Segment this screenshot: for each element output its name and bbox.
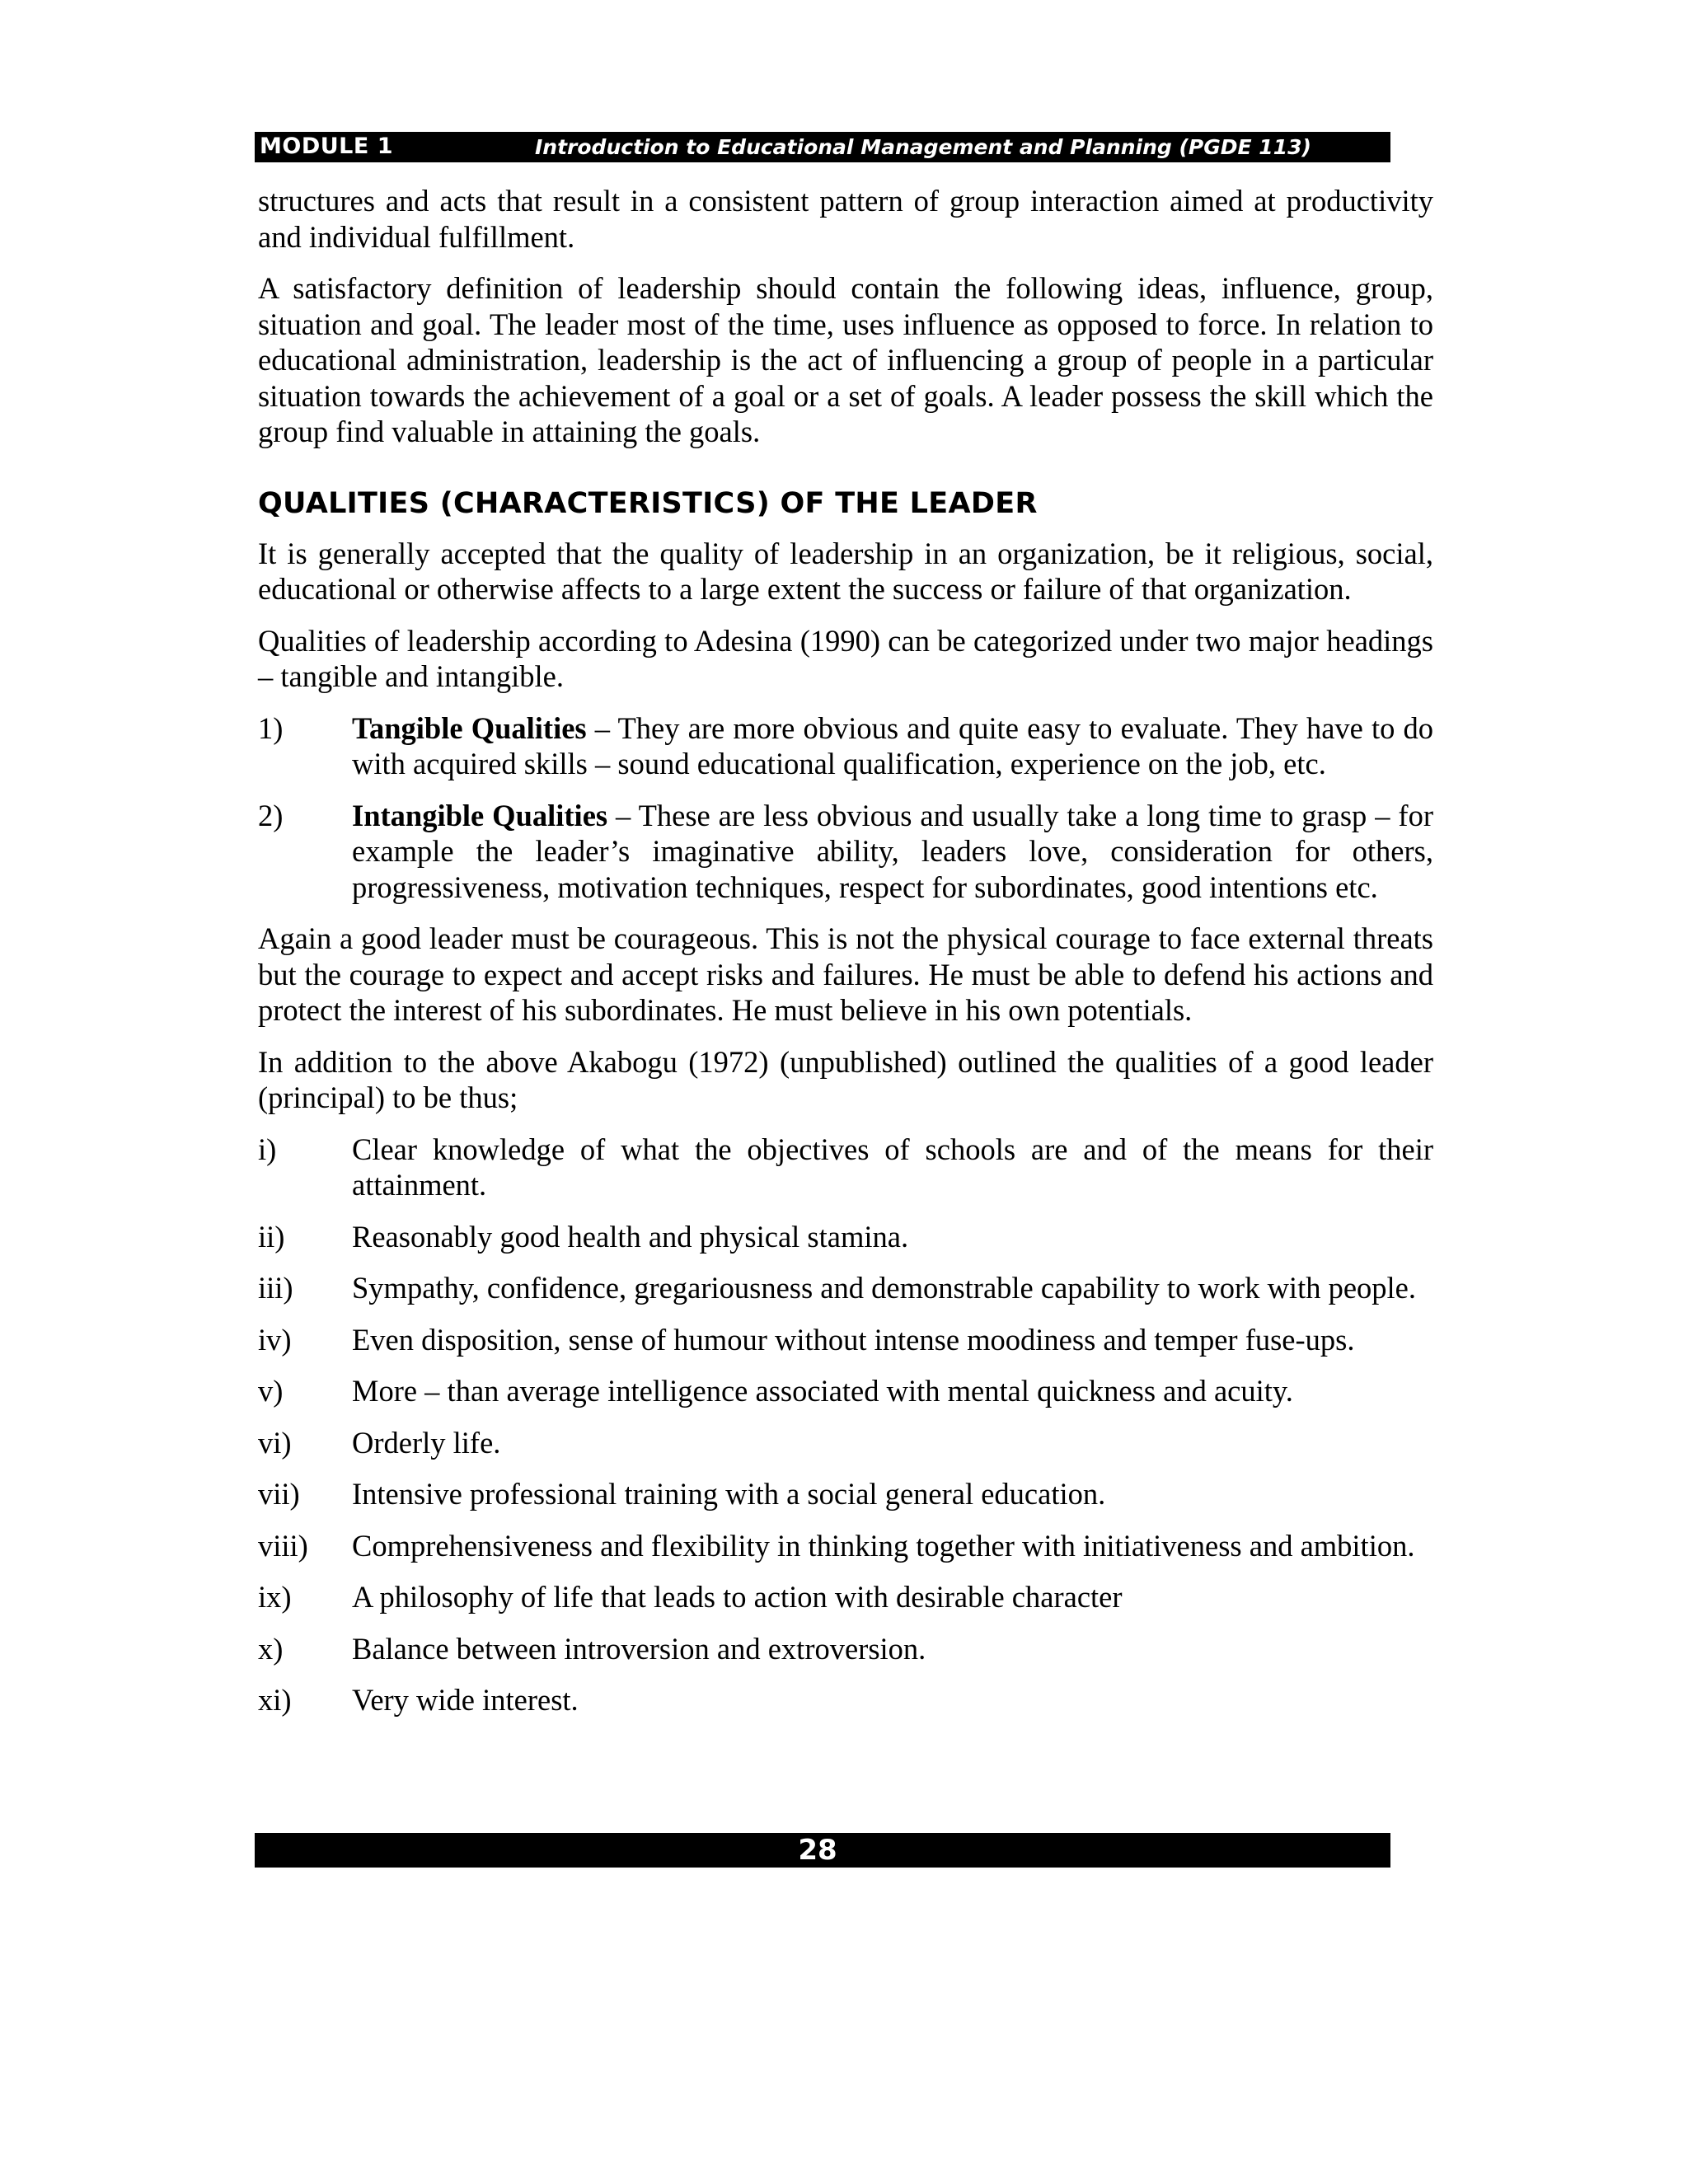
list-item bbox=[258, 1528, 1433, 1564]
list-item bbox=[258, 1132, 1433, 1203]
list-item bbox=[258, 798, 1433, 906]
list-item-text bbox=[352, 710, 1433, 782]
list-number: v) bbox=[258, 1374, 284, 1408]
page-header-bar bbox=[255, 132, 1390, 162]
list-item bbox=[258, 1373, 1433, 1409]
list-number: 1) bbox=[258, 710, 284, 745]
list-item-description: – They are more obvious and quite easy to evaluate. They have to do with acquired skills – sound educational qualification, experience on the job, etc. bbox=[352, 710, 1434, 780]
list-number: x) bbox=[258, 1631, 284, 1666]
list-number: iii) bbox=[258, 1271, 293, 1305]
list-item-text: Orderly life. bbox=[352, 1425, 501, 1460]
list-number: vi) bbox=[258, 1425, 292, 1460]
list-item bbox=[258, 1476, 1433, 1512]
list-number: viii) bbox=[258, 1528, 308, 1563]
list-item-text: Clear knowledge of what the objectives of schools are and of the means for their attainment. bbox=[352, 1132, 1433, 1202]
list-item-text: Even disposition, sense of humour without intense moodiness and temper fuse-ups. bbox=[352, 1322, 1355, 1357]
list-item bbox=[258, 1425, 1433, 1461]
section-heading: QUALITIES (CHARACTERISTICS) OF THE LEADER bbox=[258, 486, 1038, 520]
list-item bbox=[258, 710, 1433, 782]
list-item bbox=[258, 1579, 1433, 1615]
list-item bbox=[258, 1682, 1433, 1718]
list-item bbox=[258, 1219, 1433, 1255]
list-item-text: Very wide interest. bbox=[352, 1683, 579, 1717]
page-footer-bar bbox=[255, 1833, 1390, 1868]
module-label: MODULE 1 bbox=[260, 134, 393, 159]
course-title: Introduction to Educational Management and Planning (PGDE 113) bbox=[535, 135, 1311, 159]
list-item-text bbox=[352, 798, 1433, 906]
list-number: i) bbox=[258, 1132, 277, 1166]
qualities-list bbox=[258, 1132, 1433, 1718]
paragraph: It is generally accepted that the quality of leadership in an organization, be it religious, social, educational or otherwise affects to a large extent the success or failure of that organization. bbox=[258, 536, 1433, 606]
list-number: iv) bbox=[258, 1322, 292, 1357]
paragraph: Qualities of leadership according to Adesina (1990) can be categorized under two major headings – tangible and intangible. bbox=[258, 623, 1433, 693]
list-item-text: Comprehensiveness and flexibility in thinking together with initiativeness and ambition. bbox=[352, 1528, 1415, 1563]
list-item-text: Reasonably good health and physical stamina. bbox=[352, 1219, 909, 1254]
list-item-text: More – than average intelligence associated with mental quickness and acuity. bbox=[352, 1374, 1293, 1408]
paragraph: Again a good leader must be courageous. This is not the physical courage to face external threats but the courage to expect and accept risks and failures. He must be able to defend his actions and protect the interest of his subordinates. He must believe in his own potentials. bbox=[258, 921, 1433, 1027]
list-number: ii) bbox=[258, 1219, 285, 1254]
list-item bbox=[258, 1270, 1433, 1306]
paragraph: In addition to the above Akabogu (1972) (unpublished) outlined the qualities of a good leader (principal) to be thus; bbox=[258, 1044, 1433, 1114]
list-item-description: – These are less obvious and usually take a long time to grasp – for example the leader’s imaginative ability, leaders love, consideration for others, progressiveness, motivation techniques, respect for subordinates, good intentions etc. bbox=[352, 798, 1433, 904]
list-item-text: Sympathy, confidence, gregariousness and demonstrable capability to work with people. bbox=[352, 1271, 1417, 1305]
list-item-text: Intensive professional training with a social general education. bbox=[352, 1477, 1106, 1511]
list-item-text: A philosophy of life that leads to action with desirable character bbox=[352, 1580, 1123, 1614]
list-number: vii) bbox=[258, 1477, 300, 1511]
list-number: 2) bbox=[258, 798, 284, 832]
list-number: ix) bbox=[258, 1580, 292, 1614]
paragraph: A satisfactory definition of leadership should contain the following ideas, influence, group, situation and goal. The leader most of the time, uses influence as opposed to force. In relation to educational administration, leadership is the act of influencing a group of people in a particular situation towards the achievement of a goal or a set of goals. A leader possess the skill which the group find valuable in attaining the goals. bbox=[258, 271, 1433, 448]
list-item-text: Balance between introversion and extroversion. bbox=[352, 1631, 926, 1666]
list-item bbox=[258, 1322, 1433, 1358]
list-number: xi) bbox=[258, 1683, 292, 1717]
paragraph: structures and acts that result in a consistent pattern of group interaction aimed at productivity and individual fulfillment. bbox=[258, 184, 1433, 254]
list-item bbox=[258, 1631, 1433, 1667]
list-item-term: Intangible Qualities bbox=[352, 798, 608, 832]
page-number: 28 bbox=[798, 1834, 837, 1867]
page-content bbox=[258, 183, 1433, 1734]
list-item-term: Tangible Qualities bbox=[352, 710, 587, 745]
